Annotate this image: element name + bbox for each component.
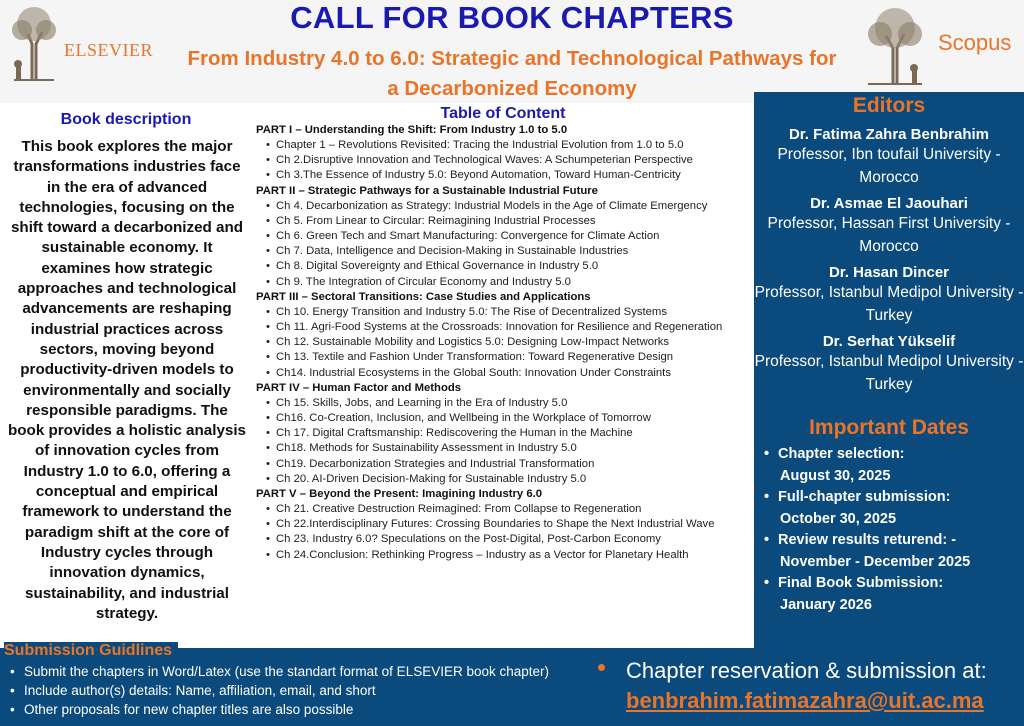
dates-heading: Important Dates — [809, 416, 969, 439]
toc-chapter: • Ch16. Co-Creation, Inclusion, and Wellbeing in the Workplace of Tomorrow — [266, 411, 754, 426]
date-label: Final Book Submission: — [778, 575, 944, 591]
toc-chapter: • Ch18. Methods for Sustainability Assessment in Industry 5.0 — [266, 441, 754, 456]
toc-chapter: • Ch 7. Data, Intelligence and Decision-Making in Sustainable Industries — [266, 244, 754, 259]
editor-name: Dr. Asmae El Jaouhari — [810, 195, 968, 212]
toc-chapter: • Ch 3.The Essence of Industry 5.0: Beyond Automation, Toward Human-Centricity — [266, 168, 754, 183]
toc-chapter: • Ch 24.Conclusion: Rethinking Progress – Industry as a Vector for Planetary Health — [266, 548, 754, 563]
toc-chapter: • Ch 22.Interdisciplinary Futures: Crossing Boundaries to Shape the Next Industrial Wave — [266, 517, 754, 532]
scopus-tree-icon — [862, 6, 928, 86]
editor-name: Dr. Serhat Yükselif — [822, 333, 956, 350]
date-label: Review results returend: - — [778, 532, 957, 548]
reservation-label: Chapter reservation & submission at: — [626, 658, 987, 683]
page-title: CALL FOR BOOK CHAPTERS — [290, 0, 734, 35]
toc-part-3-chapters — [252, 305, 754, 381]
toc-chapter: • Ch 10. Energy Transition and Industry 5.0: The Rise of Decentralized Systems — [266, 305, 754, 320]
toc-chapter: • Chapter 1 – Revolutions Revisited: Tracing the Industrial Evolution from 1.0 to 5.0 — [266, 138, 754, 153]
submission-item: • Other proposals for new chapter titles are also possible — [10, 700, 549, 719]
toc-chapter: • Ch 6. Green Tech and Smart Manufacturing: Convergence for Climate Action — [266, 229, 754, 244]
toc-chapter: • Ch 9. The Integration of Circular Economy and Industry 5.0 — [266, 275, 754, 290]
date-item — [764, 573, 1024, 616]
toc-part-3: PART III – Sectoral Transitions: Case Studies and Applications — [256, 290, 591, 303]
editors-panel — [754, 92, 1024, 648]
date-item — [764, 487, 1024, 530]
elsevier-wordmark: ELSEVIER — [64, 40, 153, 60]
editor-card — [754, 126, 1024, 189]
toc-part-2: PART II – Strategic Pathways for a Sustainable Industrial Future — [256, 184, 598, 197]
table-of-content — [252, 103, 754, 648]
date-value: November - December 2025 — [780, 553, 971, 570]
toc-chapter: • Ch 15. Skills, Jobs, and Learning in the Era of Industry 5.0 — [266, 396, 754, 411]
date-item — [764, 530, 1024, 573]
toc-chapter: • Ch 17. Digital Craftsmanship: Rediscovering the Human in the Machine — [266, 426, 754, 441]
editor-affiliation: Professor, Ibn toufail University - Morocco — [777, 146, 1001, 186]
toc-chapter: • Ch 8. Digital Sovereignty and Ethical Governance in Industry 5.0 — [266, 259, 754, 274]
toc-chapter: • Ch 21. Creative Destruction Reimagined: From Collapse to Regeneration — [266, 502, 754, 517]
toc-chapter: • Ch 2.Disruptive Innovation and Technological Waves: A Schumpeterian Perspective — [266, 153, 754, 168]
toc-heading: Table of Content — [440, 105, 566, 122]
book-title: From Industry 4.0 to 6.0: Strategic and Technological Pathways for a Decarbonized Economy — [187, 47, 837, 100]
toc-part-4: PART IV – Human Factor and Methods — [256, 381, 462, 394]
editor-affiliation: Professor, Istanbul Medipol University - Turkey — [754, 353, 1024, 393]
toc-chapter: • Ch 20. AI-Driven Decision-Making for Sustainable Industry 5.0 — [266, 472, 754, 487]
date-value: October 30, 2025 — [780, 510, 897, 527]
editor-name: Dr. Fatima Zahra Benbrahim — [788, 126, 990, 143]
date-item — [764, 444, 1024, 487]
header — [0, 0, 1024, 103]
toc-chapter: • Ch 13. Textile and Fashion Under Transformation: Toward Regenerative Design — [266, 350, 754, 365]
toc-part-1-chapters — [252, 138, 754, 184]
date-value: January 2026 — [780, 596, 872, 613]
toc-chapter: • Ch19. Decarbonization Strategies and Industrial Transformation — [266, 457, 754, 472]
dates-list — [754, 444, 1024, 616]
editor-affiliation: Professor, Istanbul Medipol University - Turkey — [754, 284, 1024, 324]
toc-chapter: • Ch 12. Sustainable Mobility and Logistics 5.0: Designing Low-Impact Networks — [266, 335, 754, 350]
toc-part-5-chapters — [252, 502, 754, 563]
editor-card — [754, 333, 1024, 396]
date-label: Chapter selection: — [778, 446, 905, 462]
toc-chapter: • Ch14. Industrial Ecosystems in the Global South: Innovation Under Constraints — [266, 366, 754, 381]
toc-part-1: PART I – Understanding the Shift: From Industry 1.0 to 5.0 — [256, 124, 568, 136]
editors-heading: Editors — [852, 94, 926, 117]
submission-panel — [0, 642, 1024, 726]
toc-chapter: • Ch 5. From Linear to Circular: Reimagining Industrial Processes — [266, 214, 754, 229]
toc-chapter: • Ch 4. Decarbonization as Strategy: Industrial Models in the Age of Climate Emergency — [266, 199, 754, 214]
toc-part-2-chapters — [252, 199, 754, 290]
date-value: August 30, 2025 — [780, 467, 891, 484]
editor-card — [754, 264, 1024, 327]
toc-chapter: • Ch 11. Agri-Food Systems at the Crossroads: Innovation for Resilience and Regeneration — [266, 320, 754, 335]
description-heading: Book description — [60, 111, 192, 128]
scopus-wordmark: Scopus — [938, 30, 1012, 55]
date-label: Full-chapter submission: — [778, 489, 951, 505]
submission-heading: Submission Guidlines — [4, 642, 178, 660]
editor-card — [754, 195, 1024, 258]
toc-part-4-chapters — [252, 396, 754, 487]
description-text: This book explores the major transformations industries face in the era of advanced technologies, focusing on the shift toward a decarbonized and sustainable economy. It examines how strategic approaches and technological advancements are reshaping industrial practices across sectors, moving beyond productivity-driven models to environmentally and socially responsible paradigms. The book provides a holistic analysis of innovation cycles from Industry 1.0 to 6.0, offering a conceptual and empirical framework to understand the paradigm shift at the core of Industry cycles through innovation dynamics, sustainability, and industrial strategy. — [7, 138, 247, 622]
toc-part-5: PART V – Beyond the Present: Imagining Industry 6.0 — [256, 488, 543, 501]
book-description — [0, 103, 252, 648]
bullet-dot-icon — [598, 664, 605, 671]
submission-email-link[interactable]: benbrahim.fatimazahra@uit.ac.ma — [626, 688, 984, 713]
editor-name: Dr. Hasan Dincer — [828, 264, 950, 281]
submission-item: • Include author(s) details: Name, affiliation, email, and short — [10, 681, 549, 700]
submission-item: • Submit the chapters in Word/Latex (use the standart format of ELSEVIER book chapter) — [10, 662, 549, 681]
toc-chapter: • Ch 23. Industry 6.0? Speculations on the Post-Digital, Post-Carbon Economy — [266, 532, 754, 547]
submission-list — [10, 662, 549, 719]
editor-affiliation: Professor, Hassan First University - Morocco — [767, 215, 1011, 255]
